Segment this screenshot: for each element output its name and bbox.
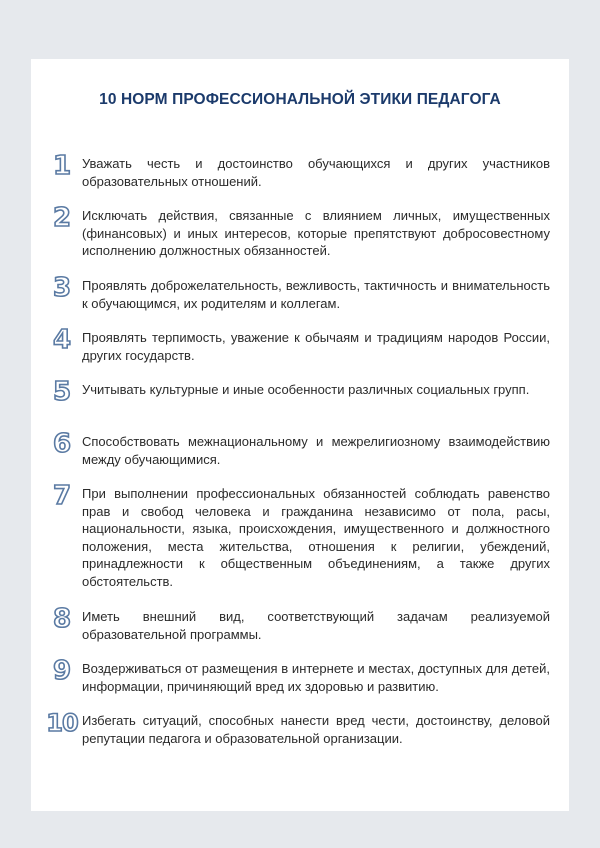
item-number: 9 — [52, 656, 72, 686]
document-sheet — [31, 59, 569, 811]
item-number: 2 — [52, 203, 72, 233]
item-text: Уважать честь и достоинство обучающихся и других участников образовательных отношений. — [82, 156, 550, 189]
item-number: 6 — [52, 429, 72, 459]
item-text: Избегать ситуаций, способных нанести вред чести, достоинству, деловой репутации педагога и образовательной организации. — [82, 713, 550, 746]
item-number: 5 — [52, 377, 72, 407]
item-text: Исключать действия, связанные с влиянием личных, имущественных (финансовых) и иных интересов, которые препятствуют добросовестному исполнению должностных обязанностей. — [82, 208, 550, 259]
item-number: 10 — [46, 709, 78, 737]
page-title: 10 НОРМ ПРОФЕССИОНАЛЬНОЙ ЭТИКИ ПЕДАГОГА — [99, 91, 501, 108]
item-text: Воздерживаться от размещения в интернете и местах, доступных для детей, информации, причиняющий вред их здоровью и развитию. — [82, 661, 550, 694]
item-text: При выполнении профессиональных обязанностей соблюдать равенство прав и свобод человека и гражданина независимо от пола, расы, национальности, языка, происхождения, имущественного и должностного положения, места жительства, отношения к религии, убеждений, принадлежности к общественным объединениям, а также других обстоятельств. — [82, 486, 550, 589]
item-number: 1 — [52, 151, 72, 181]
item-text: Учитывать культурные и иные особенности различных социальных групп. — [82, 382, 530, 397]
item-number: 4 — [52, 325, 72, 355]
item-text: Проявлять терпимость, уважение к обычаям и традициям народов России, других государств. — [82, 330, 550, 363]
item-number: 8 — [52, 604, 72, 634]
item-text: Проявлять доброжелательность, вежливость, тактичность и внимательность к обучающимся, их родителям и коллегам. — [82, 278, 550, 311]
item-text: Способствовать межнациональному и межрелигиозному взаимодействию между обучающимися. — [82, 434, 550, 467]
item-text: Иметь внешний вид, соответствующий задачам реализуемой образовательной программы. — [82, 609, 550, 642]
item-number: 7 — [52, 481, 72, 511]
item-number: 3 — [52, 273, 72, 303]
